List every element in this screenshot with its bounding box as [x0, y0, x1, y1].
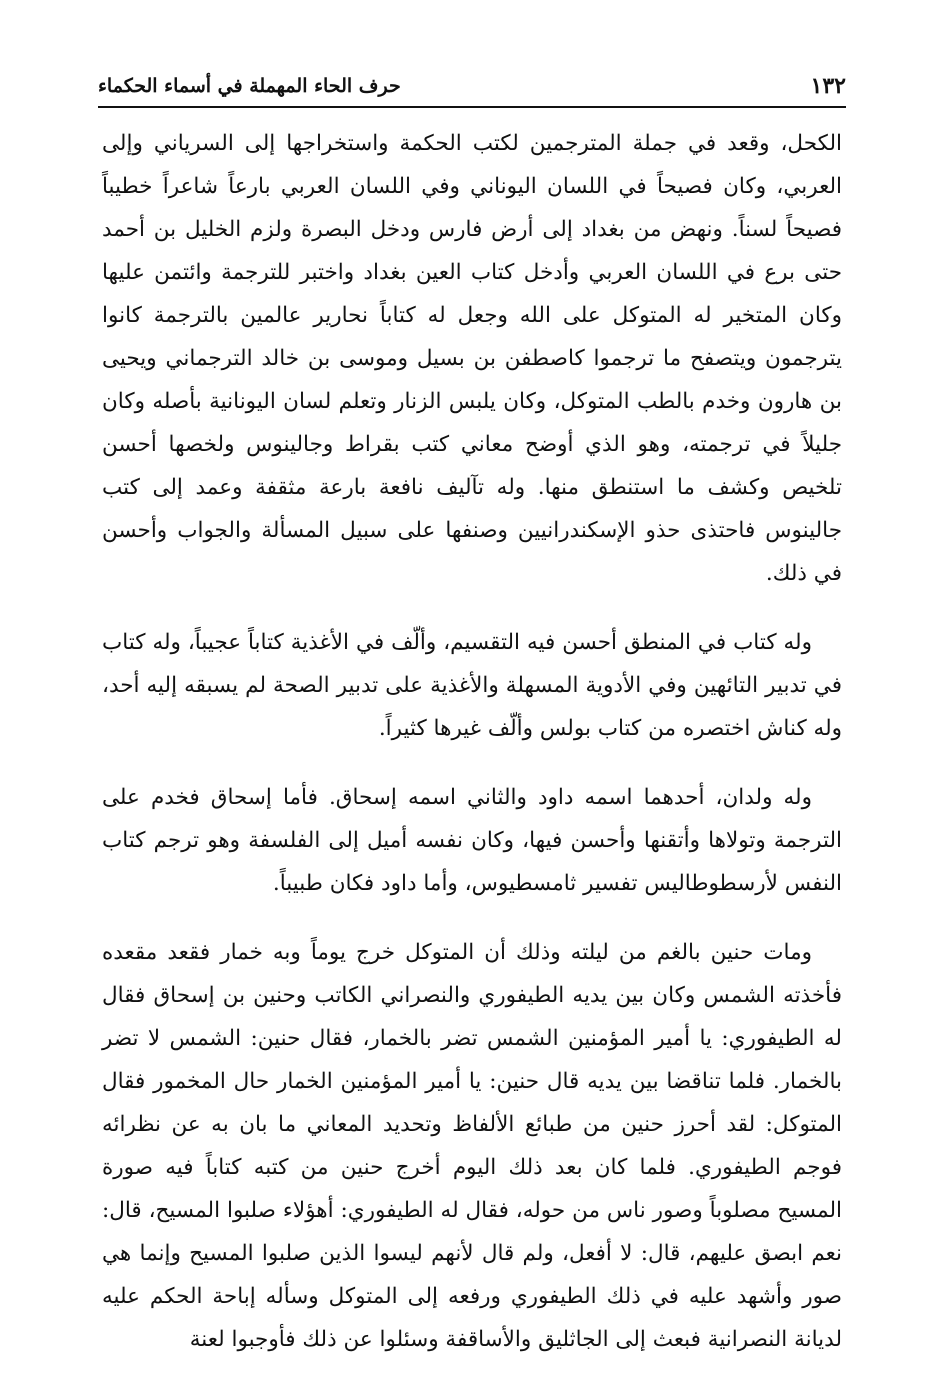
body-text [102, 122, 842, 1387]
running-header [98, 66, 846, 108]
chapter-title: حرف الحاء المهملة في أسماء الحكماء [98, 75, 401, 97]
page-number: ١٣٢ [810, 73, 846, 99]
paragraph-1: الكحل، وقعد في جملة المترجمين لكتب الحكمة واستخراجها إلى السرياني وإلى العربي، وكان فصيحاً في اللسان اليوناني وفي اللسان العربي بارعاً شاعراً خطيباً فصيحاً لسناً. ونهض من بغداد إلى أرض فارس ودخل البصرة ولزم الخليل بن أحمد حتى برع في اللسان العربي وأدخل كتاب العين بغداد واختبر للترجمة وائتمن عليها وكان المتخير له المتوكل على الله وجعل له كتاباً نحارير عالمين بالترجمة كانوا يترجمون ويتصفح ما ترجموا كاصطفن بن بسيل وموسى بن خالد الترجماني ويحيى بن هارون وخدم بالطب المتوكل، وكان يلبس الزنار وتعلم لسان اليونانية بأصله وكان جليلاً في ترجمته، وهو الذي أوضح معاني كتب بقراط وجالينوس ولخصها أحسن تلخيص وكشف ما استنطق منها. وله تآليف نافعة بارعة مثقفة وعمد إلى كتب جالينوس فاحتذى حذو الإسكندرانيين وصنفها على سبيل المسألة والجواب وأحسن في ذلك. [102, 131, 842, 586]
paragraph-2: وله كتاب في المنطق أحسن فيه التقسيم، وألّف في الأغذية كتاباً عجيباً، وله كتاب في تدبير التائهين وفي الأدوية المسهلة والأغذية على تدبير الصحة لم يسبقه إليه أحد، وله كناش اختصره من كتاب بولس وألّف غيرها كثيراً. [102, 630, 842, 741]
paragraph-3: وله ولدان، أحدهما اسمه داود والثاني اسمه إسحاق. فأما إسحاق فخدم على الترجمة وتولاها وأتقنها وأحسن فيها، وكان نفسه أميل إلى الفلسفة وهو ترجم كتاب النفس لأرسطوطاليس تفسير ثامسطيوس، وأما داود فكان طبيباً. [102, 785, 842, 896]
paragraph-4: ومات حنين بالغم من ليلته وذلك أن المتوكل خرج يوماً وبه خمار فقعد مقعده فأخذته الشمس وكان بين يديه الطيفوري والنصراني الكاتب وحنين بن إسحاق فقال له الطيفوري: يا أمير المؤمنين الشمس تضر بالخمار، فقال حنين: الشمس لا تضر بالخمار. فلما تناقضا بين يديه قال حنين: يا أمير المؤمنين الخمار حال المخمور فقال المتوكل: لقد أحرز حنين من طبائع الألفاظ وتحديد المعاني ما بان به عن نظرائه فوجم الطيفوري. فلما كان بعد ذلك اليوم أخرج حنين من كتبه كتاباً فيه صورة المسيح مصلوباً وصور ناس من حوله، فقال له الطيفوري: أهؤلاء صلبوا المسيح، قال: نعم ابصق عليهم، قال: لا أفعل، ولم قال لأنهم ليسوا الذين صلبوا المسيح وإنما هي صور وأشهد عليه في ذلك الطيفوري ورفعه إلى المتوكل وسأله إباحة الحكم عليه لديانة النصرانية فبعث إلى الجاثليق والأساقفة وسئلوا عن ذلك فأوجبوا لعنة [102, 940, 842, 1352]
